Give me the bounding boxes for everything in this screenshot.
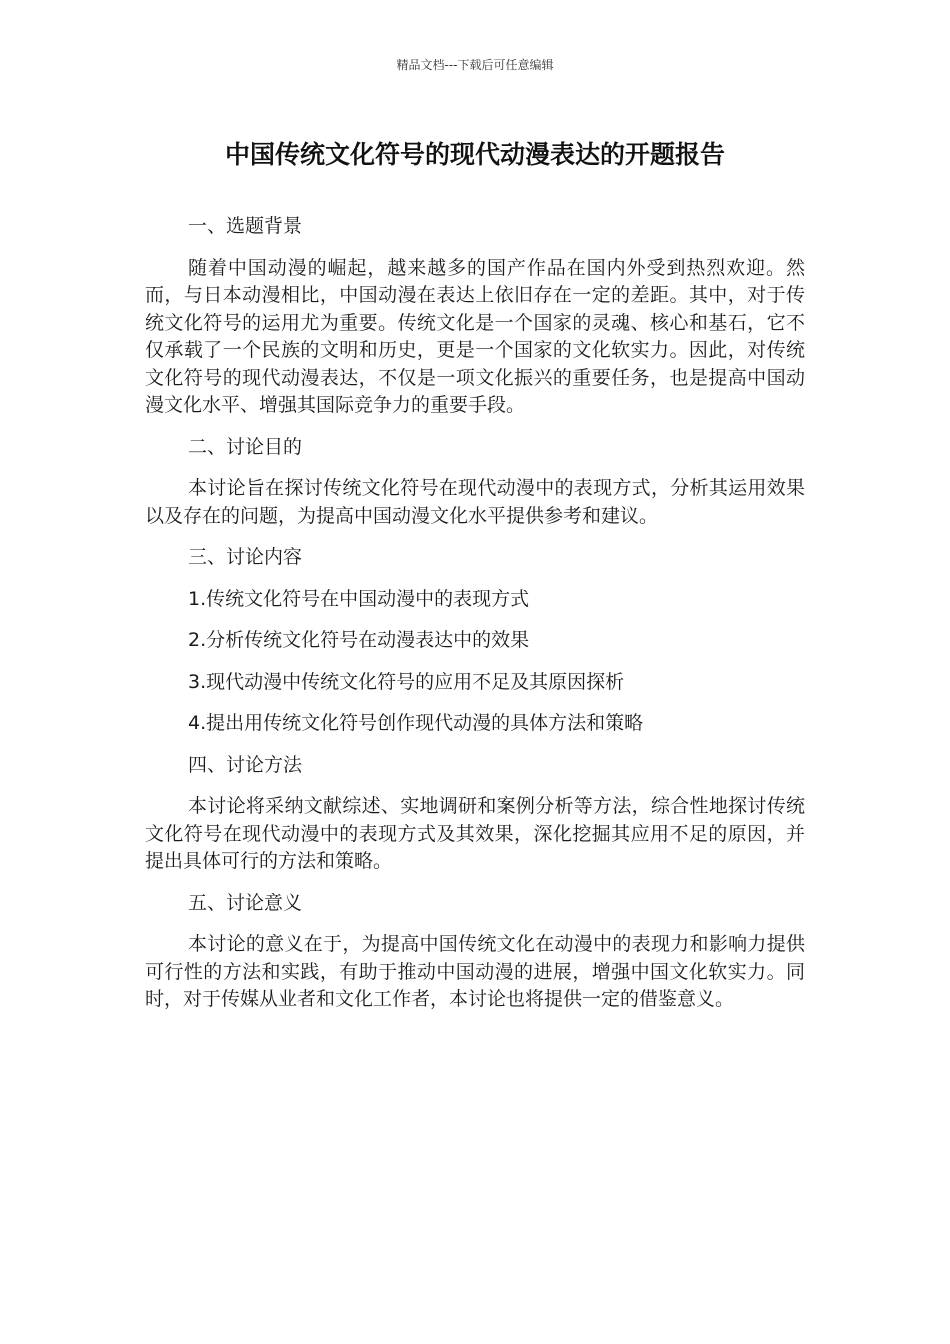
section-heading-significance: 五、讨论意义 bbox=[188, 891, 303, 914]
section-heading-background: 一、选题背景 bbox=[188, 215, 303, 237]
section-paragraph-method: 本讨论将采纳文献综述、实地调研和案例分析等方法，综合性地探讨传统文化符号在现代动漫中的表现方式及其效果，深化挖掘其应用不足的原因，并提出具体可行的方法和策略。 bbox=[145, 795, 805, 872]
section-heading-purpose: 二、讨论目的 bbox=[188, 435, 303, 458]
section-heading-method: 四、讨论方法 bbox=[188, 753, 303, 776]
document-body bbox=[145, 213, 805, 1028]
content-list-item: 3.现代动漫中传统文化符号的应用不足及其原因探析 bbox=[188, 670, 625, 693]
content-list-item: 2.分析传统文化符号在动漫表达中的效果 bbox=[188, 629, 530, 651]
section-heading-content: 三、讨论内容 bbox=[188, 546, 303, 568]
page-header-banner: 精品文档---下载后可任意编辑 bbox=[396, 58, 554, 72]
section-paragraph-significance: 本讨论的意义在于，为提高中国传统文化在动漫中的表现力和影响力提供可行性的方法和实践，有助于推动中国动漫的进展，增强中国文化软实力。同时，对于传媒从业者和文化工作者，本讨论也将提供一定的借鉴意义。 bbox=[145, 933, 805, 1010]
section-paragraph-background: 随着中国动漫的崛起，越来越多的国产作品在国内外受到热烈欢迎。然而，与日本动漫相比，中国动漫在表达上依旧存在一定的差距。其中，对于传统文化符号的运用尤为重要。传统文化是一个国家的灵魂、核心和基石，它不仅承载了一个民族的文明和历史，更是一个国家的文化软实力。因此，对传统文化符号的现代动漫表达，不仅是一项文化振兴的重要任务，也是提高中国动漫文化水平、增强其国际竞争力的重要手段。 bbox=[145, 256, 805, 416]
document-title: 中国传统文化符号的现代动漫表达的开题报告 bbox=[224, 140, 725, 169]
section-paragraph-purpose: 本讨论旨在探讨传统文化符号在现代动漫中的表现方式，分析其运用效果以及存在的问题，为提高中国动漫文化水平提供参考和建议。 bbox=[145, 477, 805, 527]
content-list-item: 4.提出用传统文化符号创作现代动漫的具体方法和策略 bbox=[188, 712, 644, 734]
content-list-item: 1.传统文化符号在中国动漫中的表现方式 bbox=[188, 587, 530, 610]
